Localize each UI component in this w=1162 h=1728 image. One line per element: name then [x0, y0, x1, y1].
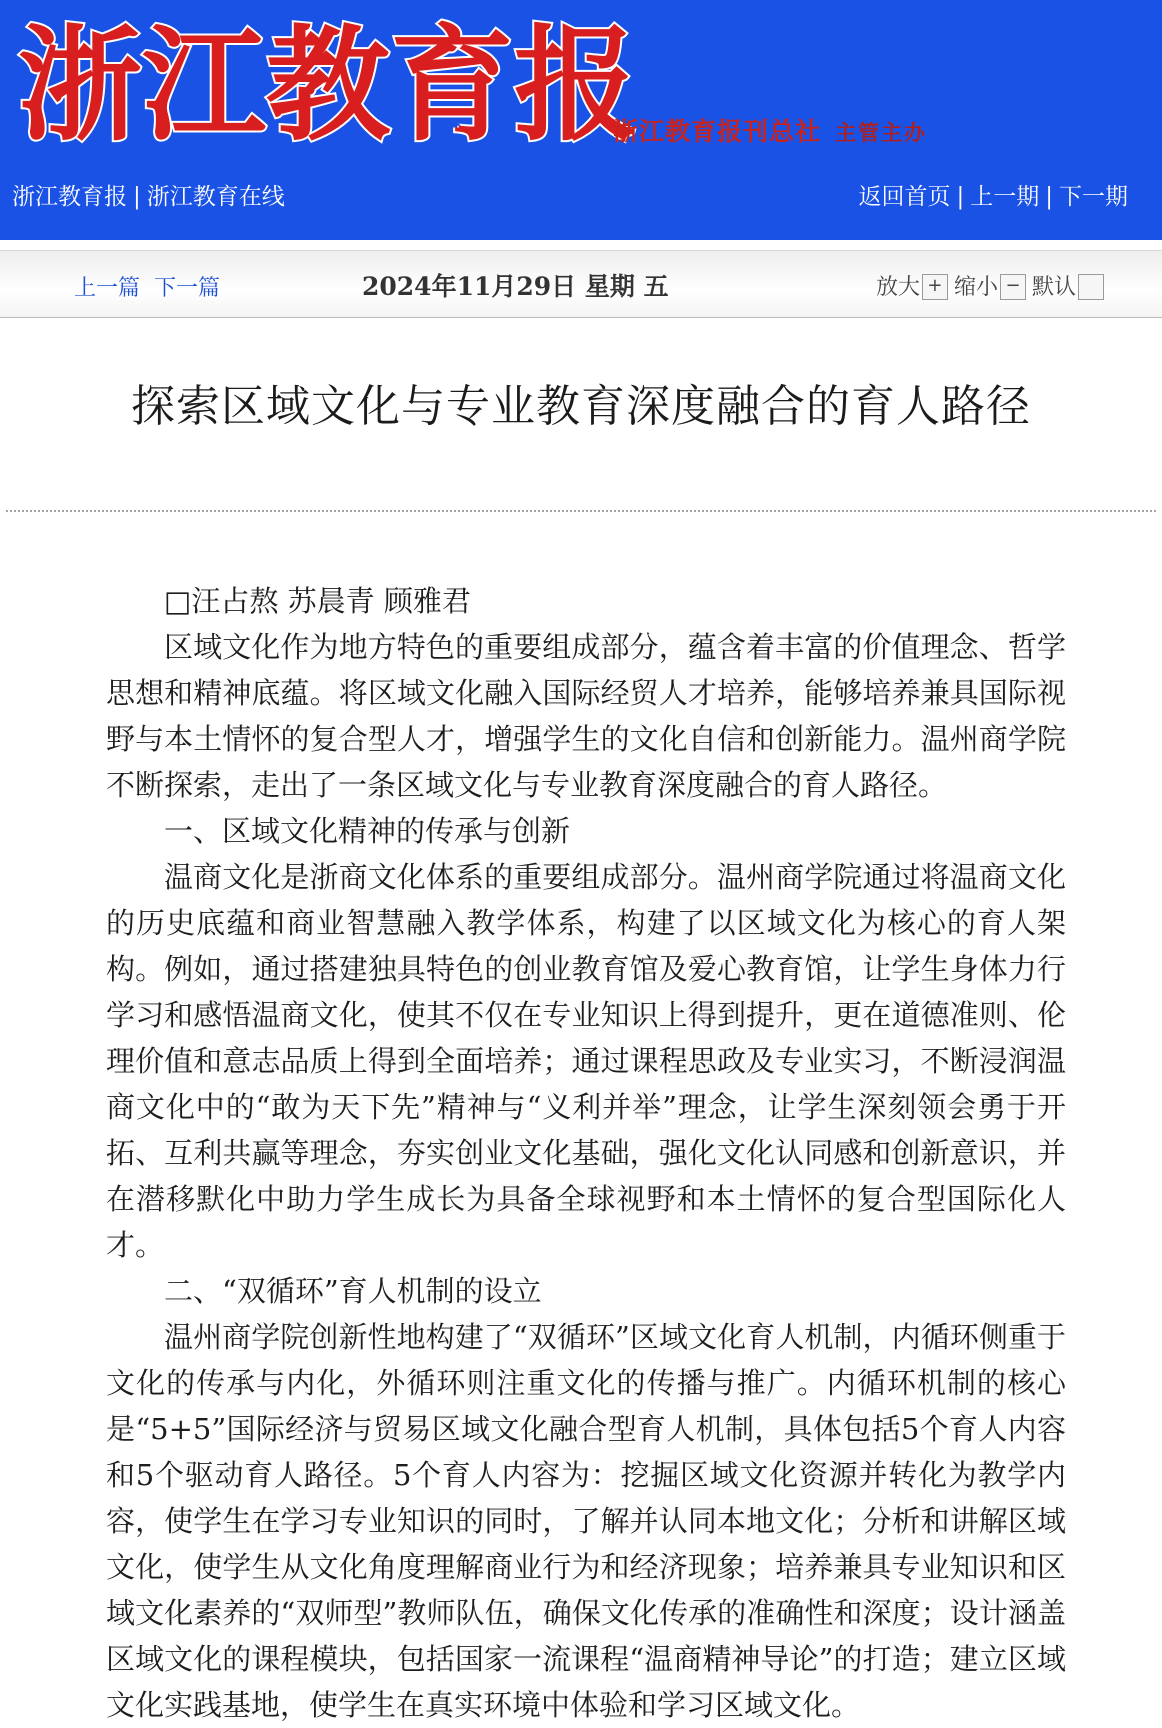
byline: □汪占熬 苏晨青 顾雅君 — [164, 584, 471, 618]
logo-calligraphy — [14, 10, 639, 160]
separator: | — [1045, 184, 1053, 210]
newspaper-logo[interactable] — [14, 10, 639, 160]
article-paragraph: 区域文化作为地方特色的重要组成部分，蕴含着丰富的价值理念、哲学思想和精神底蕴。将区域文化融入国际经贸人才培养，能够培养兼具国际视野与本土情怀的复合型人才，增强学生的文化自信和创新能力。温州商学院不断探索，走出了一条区域文化与专业教育深度融合的育人路径。 — [106, 630, 1066, 802]
article-paragraph: 温州商学院创新性地构建了“双循环”区域文化育人机制，内循环侧重于文化的传承与内化，外循环则注重文化的传播与推广。内循环机制的核心是“5+5”国际经济与贸易区域文化融合型育人机制，具体包括5个育人内容和5个驱动育人路径。5个育人内容为：挖掘区域文化资源并转化为教学内容，使学生在学习专业知识的同时，了解并认同本地文化；分析和讲解区域文化，使学生从文化角度理解商业行为和经济现象；培养兼具专业知识和区域文化素养的“双师型”教师队伍，确保文化传承的准确性和深度；设计涵盖区域文化的课程模块，包括国家一流课程“温商精神导论”的打造；建立区域文化实践基地，使学生在真实环境中体验和学习区域文化。 — [106, 1320, 1066, 1722]
minus-icon[interactable]: − — [1000, 274, 1026, 300]
article-paragraph: 温商文化是浙商文化体系的重要组成部分。温州商学院通过将温商文化的历史底蕴和商业智慧融入教学体系，构建了以区域文化为核心的育人架构。例如，通过搭建独具特色的创业教育馆及爱心教育馆，让学生身体力行学习和感悟温商文化，使其不仅在专业知识上得到提升，更在道德准则、伦理价值和意志品质上得到全面培养；通过课程思政及专业实习，不断浸润温商文化中的“敢为天下先”精神与“义利并举”理念，让学生深刻领会勇于开拓、互利共赢等理念，夯实创业文化基础，强化文化认同感和创新意识，并在潜移默化中助力学生成长为具备全球视野和本土情怀的复合型国际化人才。 — [106, 860, 1066, 1262]
issue-nav — [859, 178, 1129, 211]
section-heading: 一、区域文化精神的传承与创新 — [164, 814, 571, 848]
prev-article-link[interactable]: 上一篇 — [74, 276, 141, 301]
publisher-credit — [613, 112, 927, 148]
brand-links — [12, 178, 285, 211]
next-article-link[interactable]: 下一篇 — [154, 276, 221, 301]
article-body — [106, 578, 1066, 1728]
default-size-label: 默认 — [1031, 275, 1076, 300]
publisher-name: 浙江教育报刊总社 — [613, 117, 822, 146]
separator: | — [133, 184, 141, 210]
publisher-role: 主管主办 — [835, 120, 928, 145]
link-zjjy-online[interactable]: 浙江教育在线 — [146, 184, 285, 210]
article-nav — [74, 271, 234, 302]
plus-icon[interactable]: + — [922, 274, 948, 300]
article-toolbar — [0, 250, 1162, 318]
zoom-in-label: 放大 — [875, 275, 920, 300]
logo-text: 浙江教育报 — [18, 13, 639, 158]
next-issue-link[interactable]: 下一期 — [1059, 184, 1128, 210]
article-title: 探索区域文化与专业教育深度融合的育人路径 — [131, 381, 1031, 432]
prev-issue-link[interactable]: 上一期 — [970, 184, 1040, 210]
separator: | — [956, 184, 965, 210]
section-heading: 二、“双循环”育人机制的设立 — [164, 1274, 542, 1308]
home-link[interactable]: 返回首页 — [858, 184, 951, 210]
link-zjjyb[interactable]: 浙江教育报 — [12, 184, 127, 210]
square-icon[interactable] — [1078, 274, 1104, 300]
masthead — [0, 0, 1162, 240]
title-divider — [6, 510, 1156, 512]
issue-date: 2024年11月29日 星期 五 — [362, 272, 669, 301]
font-size-controls — [876, 270, 1110, 301]
zoom-out-label: 缩小 — [953, 275, 998, 300]
